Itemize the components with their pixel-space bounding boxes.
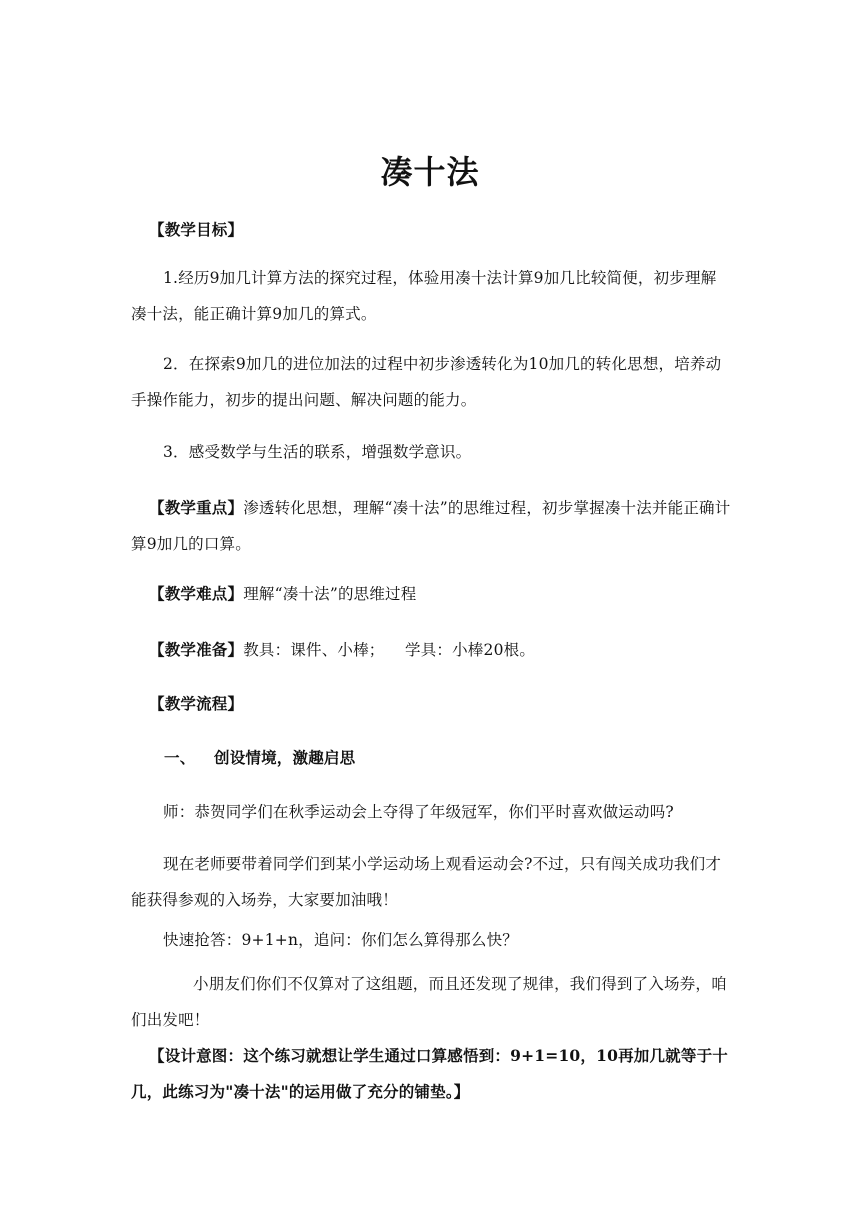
difficulty-label: 【教学难点】 xyxy=(149,584,244,603)
preparation-paragraph xyxy=(131,632,731,668)
preparation-label: 【教学准备】 xyxy=(149,640,244,659)
difficulty-paragraph xyxy=(131,576,731,612)
process-paragraph-3: 快速抢答：9+1+n，追问：你们怎么算得那么快？ xyxy=(163,931,518,949)
objective-item-3: 3．感受数学与生活的联系，增强数学意识。 xyxy=(163,443,472,461)
difficulty-text: 理解“凑十法”的思维过程 xyxy=(243,585,417,603)
section-1-heading xyxy=(131,740,731,776)
preparation-text: 教具：课件、小棒； 学具：小棒20根。 xyxy=(243,641,536,659)
process-paragraph-1: 师：恭贺同学们在秋季运动会上夺得了年级冠军，你们平时喜欢做运动吗? xyxy=(163,803,674,821)
design-intent-paragraph: 【设计意图：这个练习就想让学生通过口算感悟到：9+1=10，10再加几就等于十几，此练习为"凑十法"的运用做了充分的铺垫。】 xyxy=(131,1046,728,1101)
objectives-heading: 【教学目标】 xyxy=(149,220,244,239)
section-1-number: 一、 xyxy=(164,748,196,767)
key-point-label: 【教学重点】 xyxy=(149,498,244,517)
objective-item-2: 2．在探索9加几的进位加法的过程中初步渗透转化为10加几的转化思想，培养动手操作能力，初步的提出问题、解决问题的能力。 xyxy=(131,355,722,409)
process-heading: 【教学流程】 xyxy=(149,694,244,713)
objective-item-1: 1.经历9加几计算方法的探究过程，体验用凑十法计算9加几比较简便，初步理解凑十法，能正确计算9加几的算式。 xyxy=(131,269,717,323)
process-paragraph-4: 小朋友们你们不仅算对了这组题，而且还发现了规律，我们得到了入场券，咱们出发吧！ xyxy=(131,975,727,1029)
section-1-title: 创设情境，激趣启思 xyxy=(214,748,356,767)
key-point-paragraph xyxy=(131,490,731,562)
process-paragraph-2: 现在老师要带着同学们到某小学运动场上观看运动会?不过，只有闯关成功我们才能获得参观的入场券，大家要加油哦！ xyxy=(131,855,722,909)
key-point-text: 渗透转化思想，理解“凑十法”的思维过程，初步掌握凑十法并能正确计算9加几的口算。 xyxy=(131,499,731,553)
page-title: 凑十法 xyxy=(380,153,480,191)
